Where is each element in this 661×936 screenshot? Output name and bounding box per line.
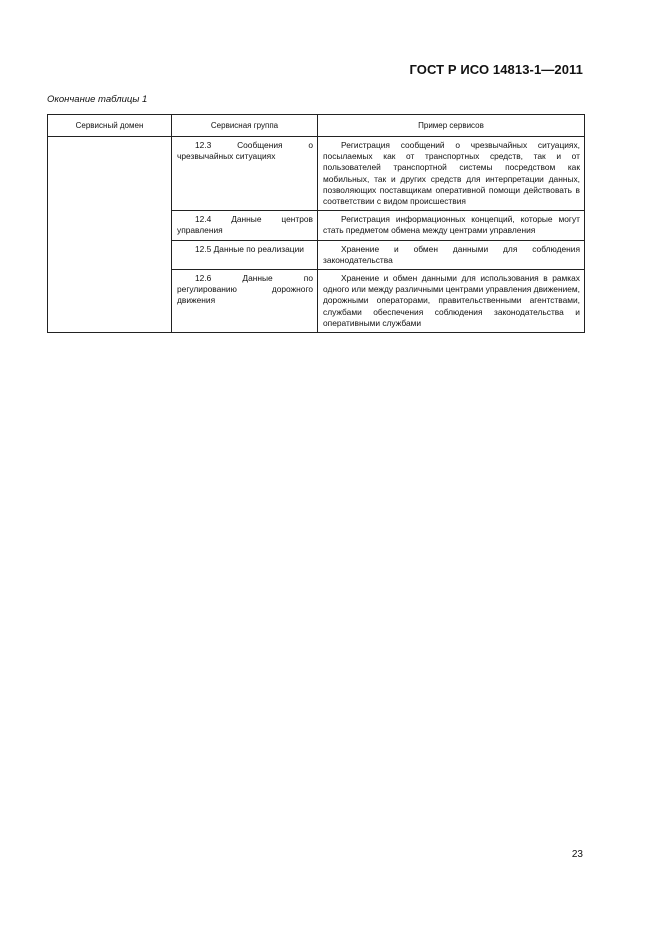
service-example-cell <box>318 137 585 211</box>
service-group-cell <box>172 270 318 333</box>
table-caption: Окончание таблицы 1 <box>47 94 148 105</box>
services-table <box>47 114 585 333</box>
service-group-text: 12.3 Сообщения о чрезвычайных ситуациях <box>177 140 313 162</box>
service-group-text: 12.6 Данные по регулированию дорожного движения <box>177 273 313 306</box>
service-example-text: Хранение и обмен данными для соблюдения законодательства <box>323 243 580 265</box>
table-header-row <box>48 115 585 137</box>
service-group-text: 12.4 Данные центров управления <box>177 214 313 236</box>
service-example-cell <box>318 211 585 240</box>
service-example-text: Регистрация информационных концепций, которые могут стать предметом обмена между центрами управления <box>323 214 580 236</box>
table-body <box>48 137 585 333</box>
service-example-text: Регистрация сообщений о чрезвычайных ситуациях, посылаемых как от транспортных средств, так и от пользователей транспортной системы посредством как мобильных, так и других средств для интерпретации данных, позволяющих поставщикам оперативной помощи действовать в соответствии с видом происшествия <box>323 140 580 207</box>
service-example-cell <box>318 240 585 269</box>
service-group-cell <box>172 211 318 240</box>
document-code-header: ГОСТ Р ИСО 14813-1—2011 <box>409 62 583 77</box>
service-group-cell <box>172 137 318 211</box>
service-domain-cell <box>48 137 172 333</box>
service-example-text: Хранение и обмен данными для использования в рамках одного или между различными центрами управления движением, дорожными операторами, правительственными агентствами, службами обеспечения соблюдения законодательства и оперативными службами <box>323 273 580 328</box>
column-header-service-domain: Сервисный домен <box>48 115 172 137</box>
table-header <box>48 115 585 137</box>
service-group-text: 12.5 Данные по реализации <box>195 243 304 254</box>
service-example-cell <box>318 270 585 333</box>
column-header-service-examples: Пример сервисов <box>318 115 585 137</box>
table-row <box>48 137 585 211</box>
page-number: 23 <box>571 849 583 860</box>
service-group-cell <box>172 240 318 269</box>
column-header-service-group: Сервисная группа <box>172 115 318 137</box>
